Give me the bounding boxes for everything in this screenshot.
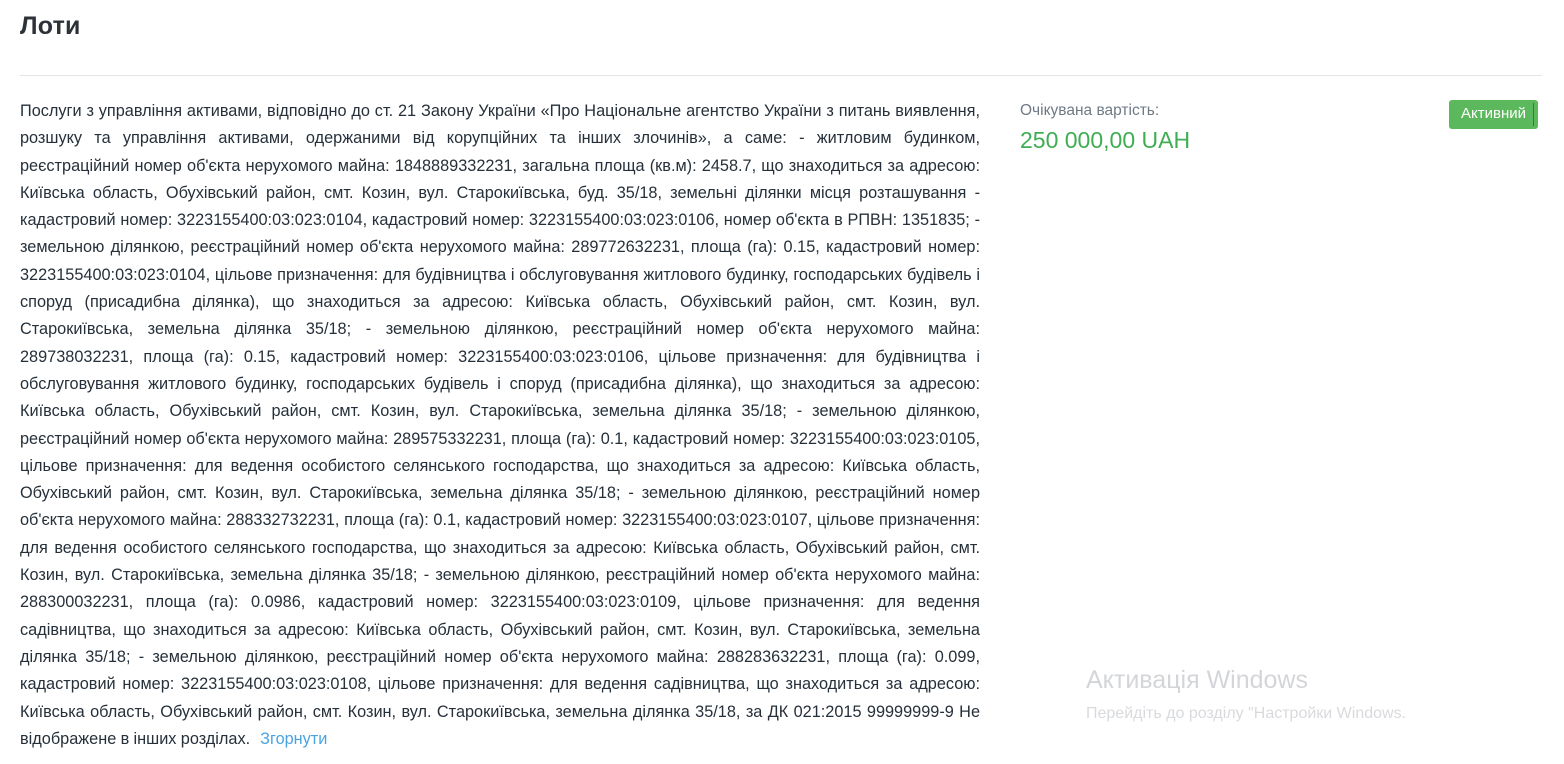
expected-value-block [980,98,1449,156]
lot-description-text: Послуги з управління активами, відповідно до ст. 21 Закону України «Про Національне агентство України з питань виявлення, розшуку та управління активами, одержаними від корупційних та інших злочинів», а саме: - житловим будинком, реєстраційний номер об'єкта нерухомого майна: 1848889332231, загальна площа (кв.м): 2458.7, що знаходиться за адресою: Київська область, Обухівський район, смт. Козин, вул. Старокиївська, буд. 35/18, земельні ділянки місця розташування - кадастровий номер: 3223155400:03:023:0104, кадастровий номер: 3223155400:03:023:0106, номер об'єкта в РПВН: 1351835; - земельною ділянкою, реєстраційний номер об'єкта нерухомого майна: 289772632231, площа (га): 0.15, кадастровий номер: 3223155400:03:023:0104, цільове призначення: для будівництва і обслуговування житлового будинку, господарських будівель і споруд (присадибна ділянка), що знаходиться за адресою: Київська область, Обухівський район, смт. Козин, вул. Старокиївська, земельна ділянка 35/18; - земельною ділянкою, реєстраційний номер об'єкта нерухомого майна: 289738032231, площа (га): 0.15, кадастровий номер: 3223155400:03:023:0106, цільове призначення: для будівництва і обслуговування житлового будинку, господарських будівель і споруд (присадибна ділянка), що знаходиться за адресою: Київська область, Обухівський район, смт. Козин, вул. Старокиївська, земельна ділянка 35/18; - земельною ділянкою, реєстраційний номер об'єкта нерухомого майна: 289575332231, площа (га): 0.1, кадастровий номер: 3223155400:03:023:0105, цільове призначення: для ведення особистого селянського господарства, що знаходиться за адресою: Київська область, Обухівський район, смт. Козин, вул. Старокиївська, земельна ділянка 35/18; - земельною ділянкою, реєстраційний номер об'єкта нерухомого майна: 288332732231, площа (га): 0.1, кадастровий номер: 3223155400:03:023:0107, цільове призначення: для ведення особистого селянського господарства, що знаходиться за адресою: Київська область, Обухівський район, смт. Козин, вул. Старокиївська, земельна ділянка 35/18; - земельною ділянкою, реєстраційний номер об'єкта нерухомого майна: 288300032231, площа (га): 0.0986, кадастровий номер: 3223155400:03:023:0109, цільове призначення: для ведення садівництва, що знаходиться за адресою: Київська область, Обухівський район, смт. Козин, вул. Старокиївська, земельна ділянка 35/18; - земельною ділянкою, реєстраційний номер об'єкта нерухомого майна: 288283632231, площа (га): 0.099, кадастровий номер: 3223155400:03:023:0108, цільове призначення: для ведення садівництва, що знаходиться за адресою: Київська область, Обухівський район, смт. Козин, вул. Старокиївська, земельна ділянка 35/18, за ДК 021:2015 99999999-9 Не відображене в інших розділах. [20,102,980,748]
collapse-link[interactable]: Згорнути [260,729,328,748]
expected-value-label: Очікувана вартість: [1020,102,1160,119]
watermark-title: Активація Windows [1086,666,1308,694]
watermark-subtitle: Перейдіть до розділу "Настройки Windows. [1086,705,1407,722]
lot-description [20,98,980,753]
status-wrapper [1449,98,1542,129]
expected-value-amount: 250 000,00 UAH [1020,127,1191,153]
page-title: Лоти [20,12,81,40]
lot-row [0,76,1564,753]
status-badge: Активний [1449,100,1538,129]
